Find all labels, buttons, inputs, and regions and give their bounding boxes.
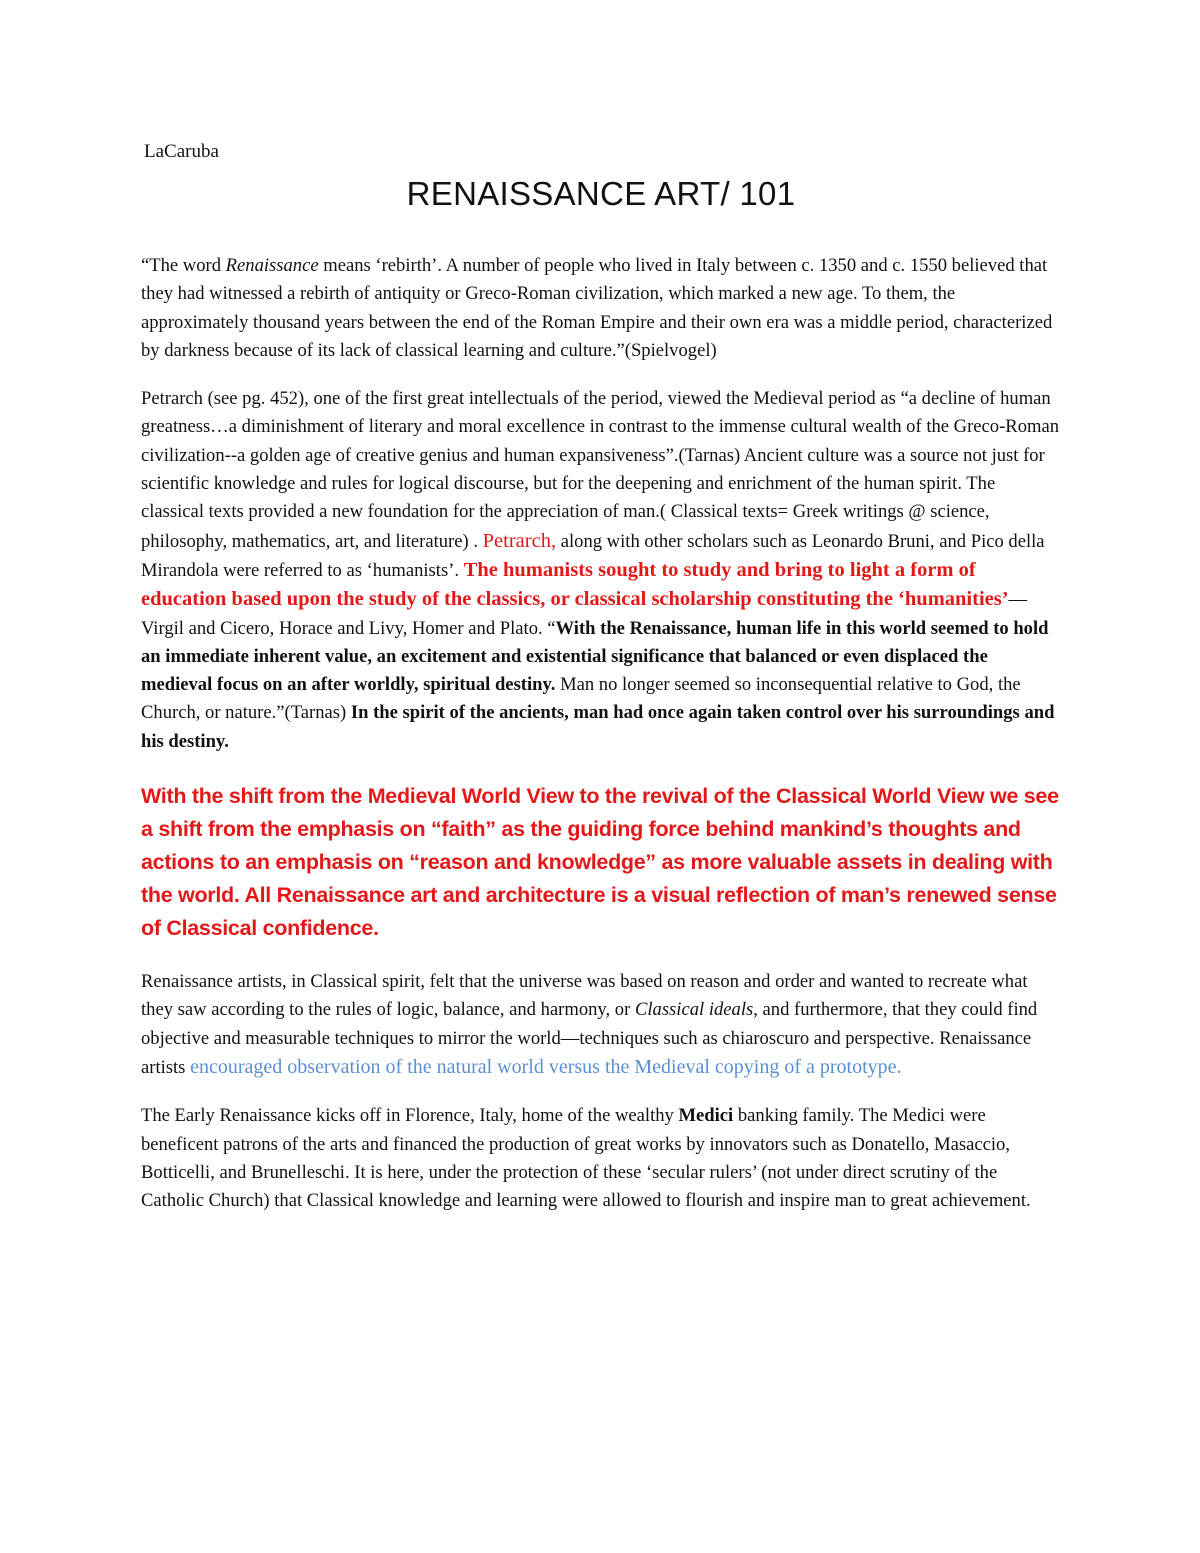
classical-ideals-italic: Classical ideals <box>634 999 754 1021</box>
petrarch-highlight: Petrarch, <box>482 529 557 552</box>
rebirth-body: means ‘rebirth’. A number of people who lived in Italy between c. 1350 and c. 1550 believed that they had witnessed a rebirth of antiquity or Greco-Roman civilization, which marked a new age. To them, the approximately thousand years between the end of the Roman Empire and their own era was a middle period, characterized by darkness because of its lack of classical learning and culture.”(Spielvogel) <box>141 255 1053 361</box>
paragraph-early-renaissance <box>141 1102 1061 1215</box>
observation-highlight: encouraged observation of the natural world versus the Medieval copying of a prototype. <box>190 1055 902 1078</box>
document-page <box>141 140 1061 1215</box>
artists-middle: , and furthermore, that they could find objective and measurable techniques to mirror the world—techniques such as chiaroscuro and perspective. Renaissance artists <box>141 999 1038 1078</box>
paragraph-artists <box>141 968 1061 1082</box>
artists-start: Renaissance artists, in Classical spirit, felt that the universe was based on reason and order and wanted to recreate what they saw according to the rules of logic, balance, and harmony, or <box>141 971 1028 1021</box>
medici-bold: Medici <box>678 1105 734 1127</box>
renaissance-quote-bold: With the Renaissance, human life in this world seemed to hold an immediate inherent value, an excitement and existential significance that balanced or even displaced the medieval focus on an after worldly, spiritual destiny. <box>141 617 1049 696</box>
petrarch-intro: Petrarch (see pg. 452), one of the first great intellectuals of the period, viewed the Medieval period as “a decline of human greatness…a diminishment of literary and moral excellence in contrast to the immense cultural wealth of the Greco-Roman civilization--a golden age of creative genius and human expansiveness”.(Tarnas) Ancient culture was a source not just for scientific knowledge and rules for logical discourse, but for the deepening and enrichment of the human spirit. The classical texts provided a new foundation for the appreciation of man.( Classical texts= Greek writings @ science, philosophy, mathematics, art, and literature) . <box>141 388 1060 552</box>
page-title: RENAISSANCE ART/ 101 <box>406 175 796 212</box>
early-start: The Early Renaissance kicks off in Florence, Italy, home of the wealthy <box>141 1105 679 1127</box>
ancients-bold: In the spirit of the ancients, man had once again taken control over his surroundings and his destiny. <box>141 702 1055 752</box>
quote-open: “The word <box>141 255 226 276</box>
paragraph-world-view: With the shift from the Medieval World View to the revival of the Classical World View we see a shift from the emphasis on “faith” as the guiding force behind mankind’s thoughts and actions to an emphasis on “reason and knowledge” as more valuable assets in dealing with the world. All Renaissance art and architecture is a visual reflection of man’s renewed sense of Classical confidence. <box>141 784 1059 941</box>
author-name: LaCaruba <box>144 141 219 162</box>
humanists-highlight: The humanists sought to study and bring to light a form of education based upon the study of the classics, or classical scholarship constituting the ‘humanities’ <box>141 558 1009 611</box>
early-end: banking family. The Medici were beneficent patrons of the arts and financed the production of great works by innovators such as Donatello, Masaccio, Botticelli, and Brunelleschi. It is here, under the protection of these ‘secular rulers’ (not under direct scrutiny of the Catholic Church) that Classical knowledge and learning were allowed to flourish and inspire man to great achievement. <box>141 1105 1031 1212</box>
renaissance-italic: Renaissance <box>225 255 319 276</box>
paragraph-rebirth <box>141 252 1061 365</box>
man-no-longer-text: Man no longer seemed so inconsequential relative to God, the Church, or nature.”(Tarnas) <box>141 674 1021 724</box>
scholars-text: along with other scholars such as Leonardo Bruni, and Pico della Mirandola were referred to as ‘humanists’. <box>141 530 1045 581</box>
authors-text: —Virgil and Cicero, Horace and Livy, Homer and Plato. “ <box>141 589 1028 639</box>
paragraph-petrarch <box>141 385 1061 756</box>
